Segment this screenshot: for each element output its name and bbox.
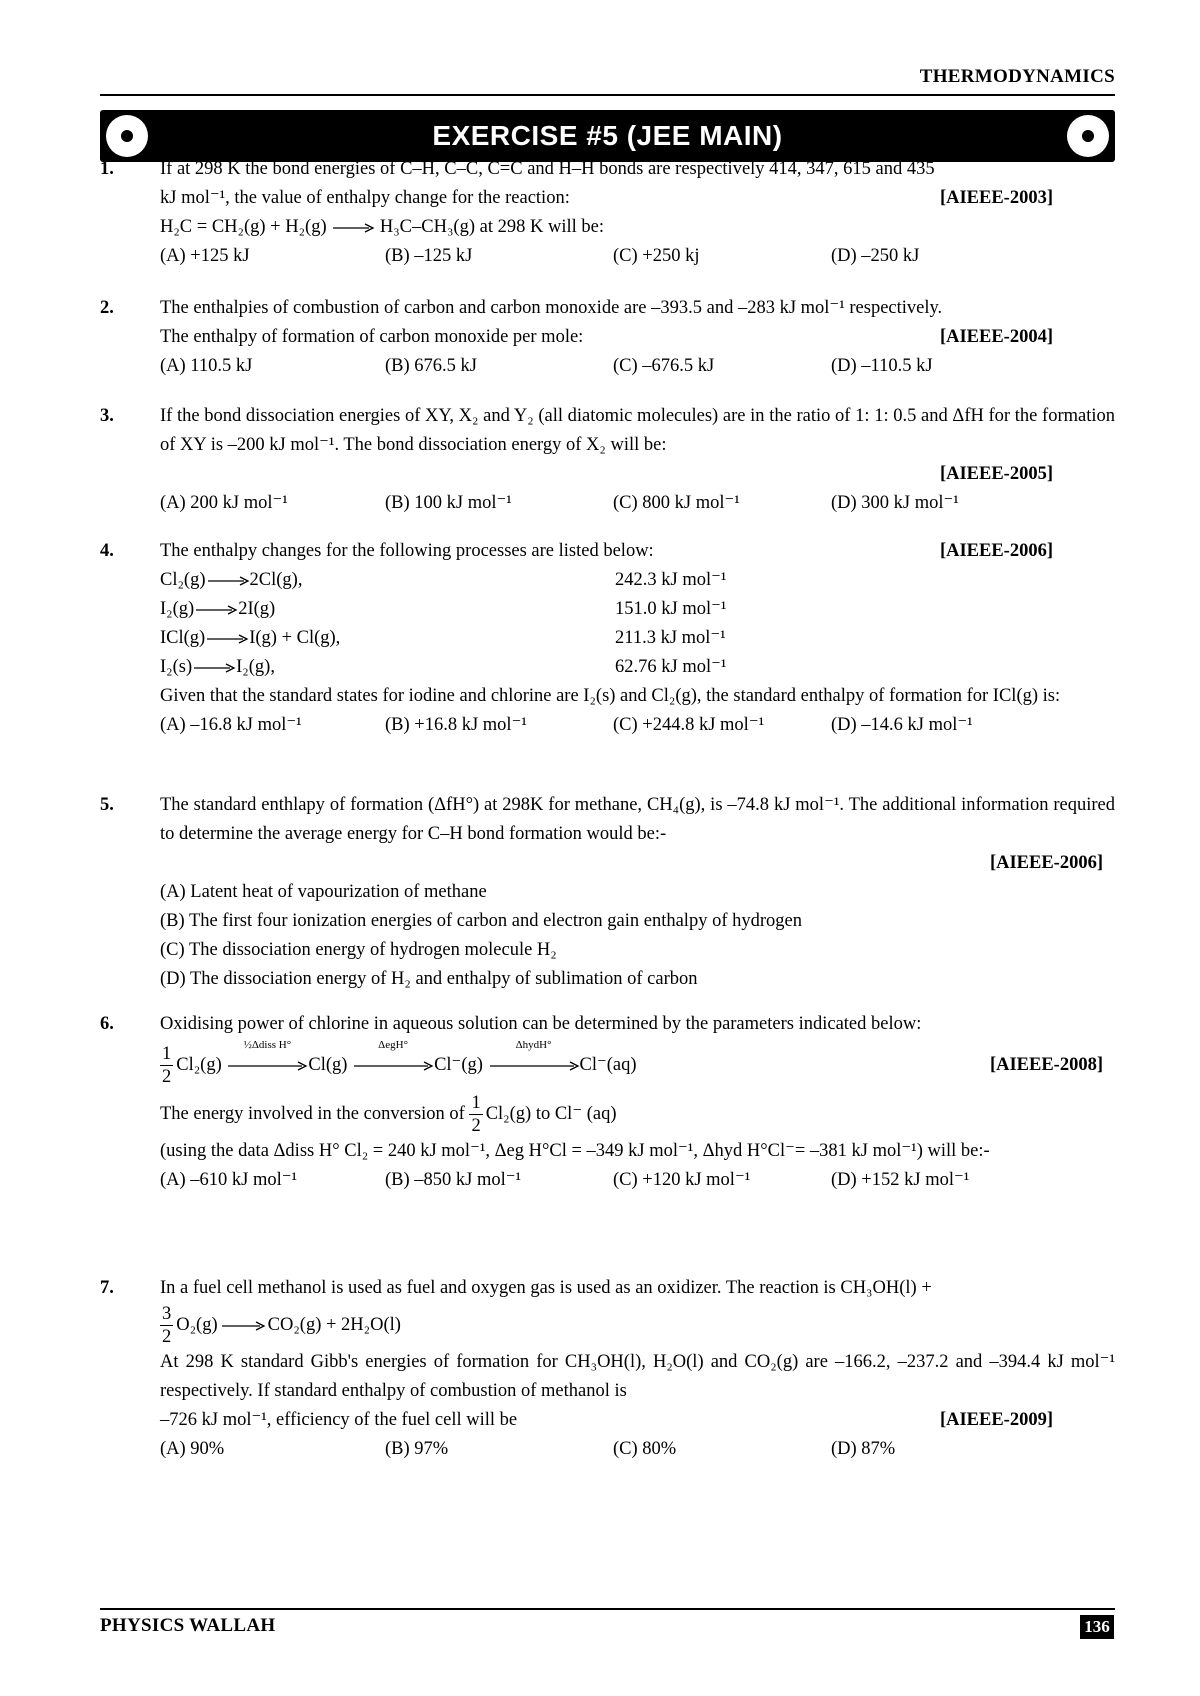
question-text: If the bond dissociation energies of XY, X₂ and Y₂ (all diatomic molecules) are in the ratio of 1: 1: 0.5 and ΔfH for the formation of XY is –200 kJ mol⁻¹. The bond dissociation energy of X₂ will be: — [160, 406, 1115, 455]
exam-reference: [AIEEE-2004] — [939, 327, 1053, 347]
option-a[interactable]: (A) –16.8 kJ mol⁻¹ — [160, 715, 302, 735]
question-2 — [100, 294, 1115, 381]
option-c[interactable]: (C) 80% — [613, 1439, 677, 1459]
reaction-arrow-icon — [205, 633, 249, 645]
answer-options — [160, 1435, 1115, 1464]
question-number: 2. — [100, 298, 114, 318]
option-c[interactable]: (C) +120 kJ mol⁻¹ — [613, 1170, 751, 1190]
question-text: The enthalpies of combustion of carbon and carbon monoxide are –393.5 and –283 kJ mol⁻¹ respectively. — [160, 298, 943, 318]
question-number: 4. — [100, 541, 114, 561]
question-text: –726 kJ mol⁻¹, efficiency of the fuel cell will be — [160, 1410, 518, 1430]
reaction-arrow-icon — [192, 662, 236, 674]
question-text: In a fuel cell methanol is used as fuel and oxygen gas is used as an oxidizer. The reaction is CH₃OH(l) + — [160, 1278, 932, 1298]
option-a[interactable]: (A) 200 kJ mol⁻¹ — [160, 493, 288, 513]
option-d[interactable]: (D) –110.5 kJ — [831, 356, 933, 376]
reaction-arrow-icon — [226, 1060, 308, 1072]
arrow-label: ½Δdiss H° — [243, 1038, 292, 1051]
enthalpy-value: 211.3 kJ mol⁻¹ — [615, 628, 726, 648]
reaction-chain: $\frac{1}{2}$ Cl₂(g) ½Δdiss H° Cl(g) ΔegH° Cl⁻(g) ΔhydH° Cl⁻(aq) [AIEEE-2008] — [160, 1043, 1115, 1088]
reaction-row: Cl₂(g) 2Cl(g), 242.3 kJ mol⁻¹ — [160, 566, 1115, 595]
reaction-arrow-icon — [218, 1320, 268, 1332]
option-c[interactable]: (C) +244.8 kJ mol⁻¹ — [613, 715, 765, 735]
question-4 — [100, 537, 1115, 740]
option-a[interactable]: (A) +125 kJ — [160, 246, 250, 266]
exam-reference: [AIEEE-2006] — [939, 541, 1053, 561]
option-c[interactable]: (C) 800 kJ mol⁻¹ — [613, 493, 740, 513]
question-text: kJ mol⁻¹, the value of enthalpy change for the reaction: — [160, 188, 570, 208]
arrow-label: ΔhydH° — [515, 1038, 552, 1051]
answer-options — [160, 242, 1115, 271]
page-subject-header: THERMODYNAMICS — [919, 66, 1115, 87]
question-6 — [100, 1010, 1115, 1195]
question-text: The enthalpy of formation of carbon monoxide per mole: — [160, 327, 584, 347]
fraction: $\frac{1}{2}$ — [471, 1093, 481, 1136]
exam-reference: [AIEEE-2009] — [939, 1410, 1053, 1430]
reaction-row: I₂(g) 2I(g) 151.0 kJ mol⁻¹ — [160, 595, 1115, 624]
exam-reference: [AIEEE-2003] — [939, 188, 1053, 208]
reaction-arrow-icon — [488, 1060, 580, 1072]
answer-options — [160, 489, 1115, 518]
question-7 — [100, 1274, 1115, 1464]
option-a[interactable]: (A) 110.5 kJ — [160, 356, 253, 376]
reaction-arrow-icon — [352, 1060, 434, 1072]
answer-options — [160, 878, 1115, 994]
reaction-equation: $\frac{3}{2}$ O₂(g) CO₂(g) + 2H₂O(l) — [162, 1304, 401, 1347]
option-c[interactable]: (C) The dissociation energy of hydrogen molecule H₂ — [160, 940, 557, 960]
question-number: 6. — [100, 1014, 114, 1034]
question-3 — [100, 402, 1115, 518]
footer-divider — [100, 1608, 1115, 1610]
option-d[interactable]: (D) –250 kJ — [831, 246, 920, 266]
reaction-arrow-icon — [206, 575, 250, 587]
bullet-circle-icon — [1067, 115, 1109, 157]
reaction-arrow-icon — [194, 604, 238, 616]
exam-reference: [AIEEE-2005] — [939, 464, 1053, 484]
reaction-row: ICl(g) I(g) + Cl(g), 211.3 kJ mol⁻¹ — [160, 624, 1115, 653]
arrow-label: ΔegH° — [378, 1038, 408, 1051]
answer-options — [160, 352, 1115, 381]
enthalpy-value: 151.0 kJ mol⁻¹ — [615, 599, 727, 619]
exam-reference: [AIEEE-2008] — [989, 1055, 1103, 1075]
option-d[interactable]: (D) The dissociation energy of H₂ and enthalpy of sublimation of carbon — [160, 969, 698, 989]
reaction-arrow-icon — [331, 222, 375, 234]
question-text: If at 298 K the bond energies of C–H, C–C, C=C and H–H bonds are respectively 414, 347, 615 and 435 — [160, 159, 935, 179]
question-text: The energy involved in the conversion of $\frac{1}{2}$ Cl₂(g) to Cl⁻ (aq) — [160, 1093, 617, 1136]
option-a[interactable]: (A) 90% — [160, 1439, 225, 1459]
fraction: $\frac{3}{2}$ — [162, 1304, 172, 1347]
option-d[interactable]: (D) 87% — [831, 1439, 896, 1459]
publisher-name: PHYSICS WALLAH — [100, 1615, 276, 1636]
option-b[interactable]: (B) +16.8 kJ mol⁻¹ — [385, 715, 527, 735]
option-b[interactable]: (B) –125 kJ — [385, 246, 473, 266]
option-c[interactable]: (C) +250 kj — [613, 246, 700, 266]
option-a[interactable]: (A) –610 kJ mol⁻¹ — [160, 1170, 298, 1190]
reaction-row: I₂(s) I₂(g), 62.76 kJ mol⁻¹ — [160, 653, 1115, 682]
question-text: Oxidising power of chlorine in aqueous solution can be determined by the parameters indicated below: — [160, 1014, 922, 1034]
question-text: The enthalpy changes for the following processes are listed below: — [160, 541, 654, 561]
option-b[interactable]: (B) The first four ionization energies of carbon and electron gain enthalpy of hydrogen — [160, 911, 802, 931]
option-b[interactable]: (B) 676.5 kJ — [385, 356, 477, 376]
question-number: 3. — [100, 406, 114, 426]
option-c[interactable]: (C) –676.5 kJ — [613, 356, 715, 376]
answer-options — [160, 1166, 1115, 1195]
option-a[interactable]: (A) Latent heat of vapourization of methane — [160, 882, 487, 902]
question-text: Given that the standard states for iodine and chlorine are I₂(s) and Cl₂(g), the standard enthalpy of formation for ICl(g) is: — [160, 686, 1061, 706]
page-number: 136 — [1080, 1615, 1114, 1639]
option-d[interactable]: (D) +152 kJ mol⁻¹ — [831, 1170, 970, 1190]
option-b[interactable]: (B) 97% — [385, 1439, 449, 1459]
option-d[interactable]: (D) –14.6 kJ mol⁻¹ — [831, 715, 973, 735]
question-number: 5. — [100, 795, 114, 815]
enthalpy-value: 62.76 kJ mol⁻¹ — [615, 657, 727, 677]
answer-options — [160, 711, 1115, 740]
option-d[interactable]: (D) 300 kJ mol⁻¹ — [831, 493, 959, 513]
option-b[interactable]: (B) –850 kJ mol⁻¹ — [385, 1170, 522, 1190]
question-number: 7. — [100, 1278, 114, 1298]
reaction-equation: H₂C = CH₂(g) + H₂(g) H₃C–CH₃(g) at 298 K will be: — [160, 217, 604, 237]
header-divider — [100, 94, 1115, 96]
question-text: At 298 K standard Gibb's energies of formation for CH₃OH(l), H₂O(l) and CO₂(g) are –166.2, –237.2 and –394.4 kJ mol⁻¹ respectively. If standard enthalpy of combustion of methanol is — [160, 1352, 1115, 1401]
question-number: 1. — [100, 159, 114, 179]
question-1 — [100, 155, 1115, 271]
question-5 — [100, 791, 1115, 994]
exercise-title: EXERCISE #5 (JEE MAIN) — [432, 120, 783, 151]
enthalpy-value: 242.3 kJ mol⁻¹ — [615, 570, 727, 590]
fraction: $\frac{1}{2}$ — [162, 1044, 172, 1087]
question-text: The standard enthlapy of formation (ΔfH°) at 298K for methane, CH₄(g), is –74.8 kJ mol⁻¹. The additional information required to determine the average energy for C–H bond formation would be:- — [160, 795, 1115, 844]
option-b[interactable]: (B) 100 kJ mol⁻¹ — [385, 493, 512, 513]
exam-reference: [AIEEE-2006] — [989, 853, 1103, 873]
question-text: (using the data Δdiss H° Cl₂ = 240 kJ mol⁻¹, Δeg H°Cl = –349 kJ mol⁻¹, Δhyd H°Cl⁻= –381 kJ mol⁻¹) will be:- — [160, 1141, 990, 1161]
